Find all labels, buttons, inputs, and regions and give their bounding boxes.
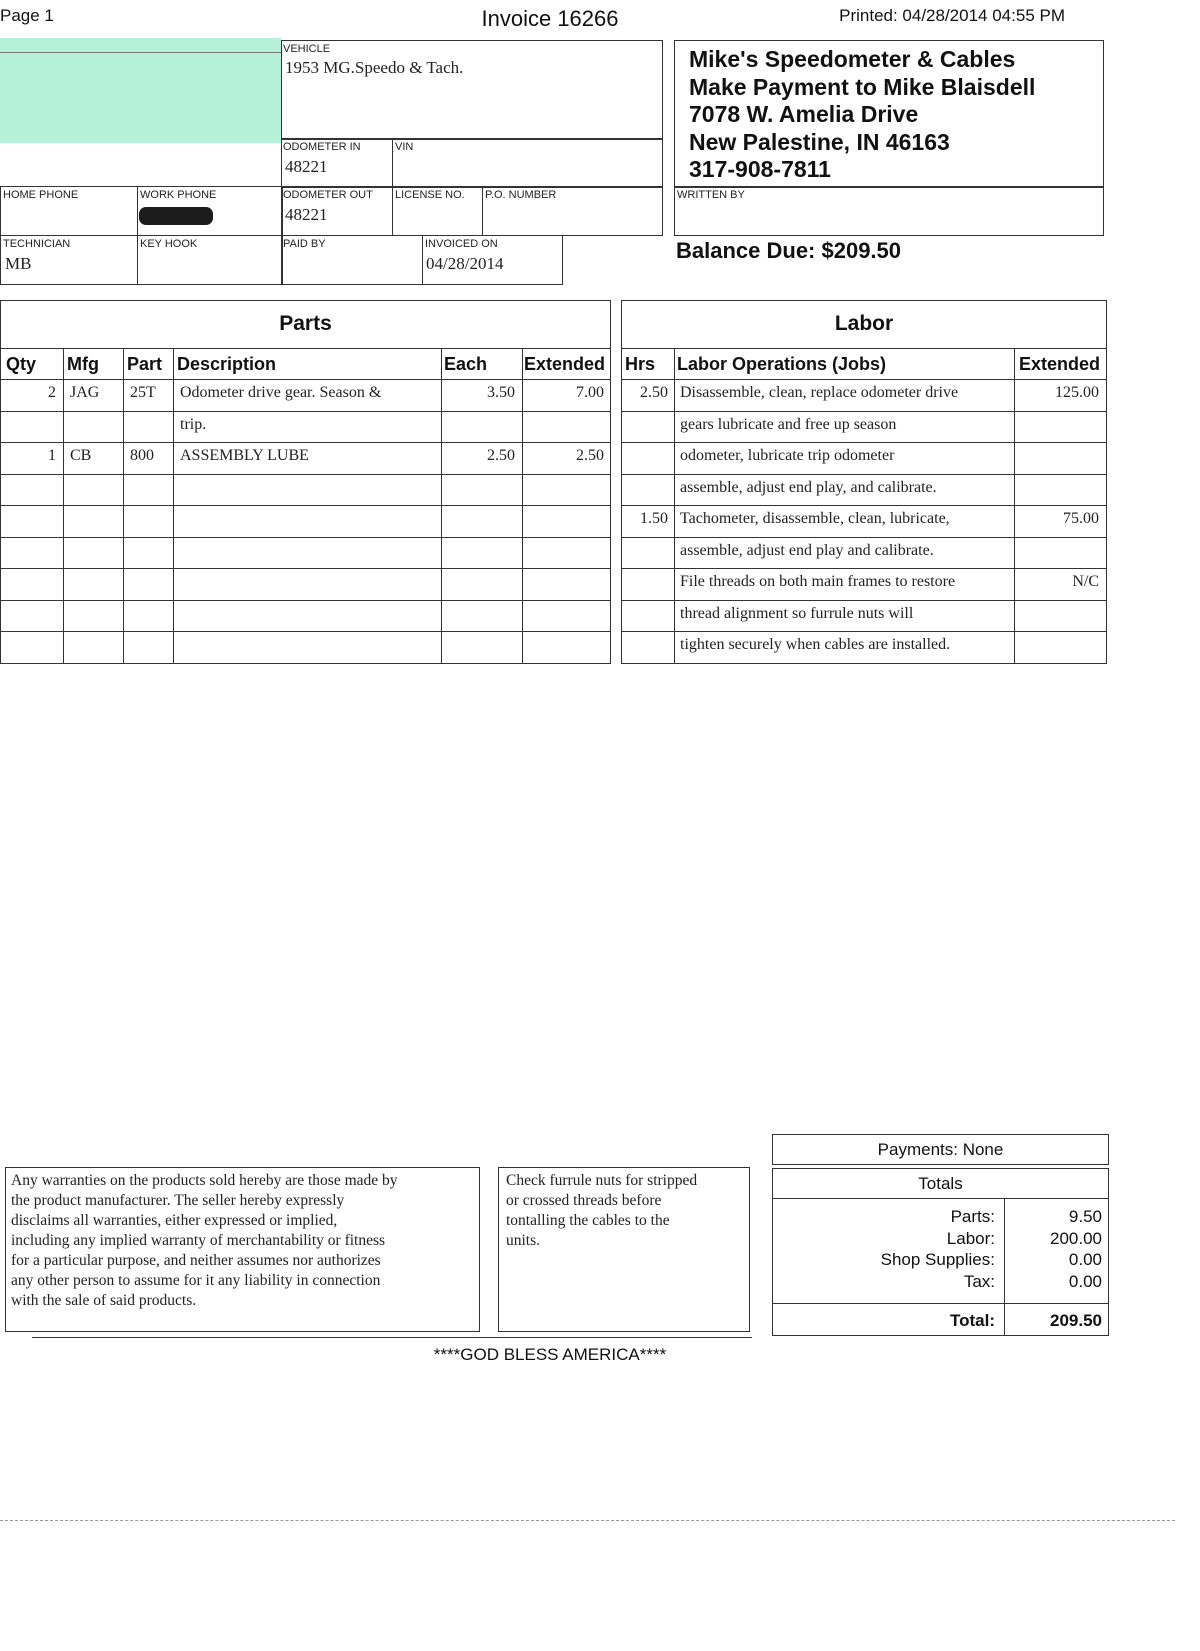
vehicle-cell xyxy=(281,40,663,140)
work-phone-cell xyxy=(137,186,283,236)
vehicle-label: VEHICLE xyxy=(283,43,331,55)
written-by-cell xyxy=(674,186,1104,236)
payments-status: Payments: None xyxy=(877,1140,1004,1159)
labor-header-hrs: Hrs xyxy=(625,354,656,374)
technician-cell xyxy=(0,235,138,285)
totals-tax-label: Tax: xyxy=(963,1271,995,1291)
totals-labor-label: Labor: xyxy=(946,1228,995,1248)
labor-cell-hrs: 1.50 xyxy=(640,510,668,527)
labor-header-operations: Labor Operations (Jobs) xyxy=(677,354,887,374)
shop-info-box xyxy=(674,40,1104,188)
technician-value: MB xyxy=(5,254,32,273)
parts-header-part: Part xyxy=(127,354,163,374)
labor-cell-operation: Tachometer, disassemble, clean, lubricate, xyxy=(680,510,950,527)
shop-city: New Palestine, IN 46163 xyxy=(689,128,950,155)
warranty-line: the product manufacturer. The seller hereby expressly xyxy=(11,1192,345,1209)
note-line: tontalling the cables to the xyxy=(506,1212,670,1229)
work-phone-label: WORK PHONE xyxy=(140,189,217,201)
parts-cell-qty: 1 xyxy=(48,447,56,464)
odometer-out-cell xyxy=(281,186,393,236)
vin-cell xyxy=(392,138,663,188)
vin-label: VIN xyxy=(395,141,414,153)
shop-name: Mike's Speedometer & Cables xyxy=(689,46,1016,72)
po-number-cell xyxy=(482,186,663,236)
totals-total-value: 209.50 xyxy=(1050,1311,1102,1330)
totals-labor-value: 200.00 xyxy=(1050,1228,1102,1248)
printed-timestamp: Printed: 04/28/2014 04:55 PM xyxy=(839,6,1065,25)
note-line: Check furrule nuts for stripped xyxy=(506,1172,698,1189)
totals-parts-value: 9.50 xyxy=(1068,1207,1102,1226)
parts-cell-description: trip. xyxy=(180,415,207,433)
parts-cell-part: 800 xyxy=(130,447,154,464)
note-box xyxy=(498,1167,750,1332)
page-tear-line xyxy=(0,1520,1175,1521)
key-hook-label: KEY HOOK xyxy=(140,238,198,250)
parts-header-each: Each xyxy=(444,354,488,374)
warranty-line: for a particular purpose, and neither assumes nor authorizes xyxy=(11,1252,381,1269)
payments-box xyxy=(772,1134,1109,1165)
odometer-out-label: ODOMETER OUT xyxy=(283,189,373,201)
parts-cell-each: 3.50 xyxy=(487,384,515,401)
warranty-line: any other person to assume for it any liability in connection xyxy=(11,1272,381,1289)
parts-header-extended: Extended xyxy=(524,354,606,374)
warranty-line: including any implied warranty of merchantability or fitness xyxy=(11,1232,386,1249)
parts-header-description: Description xyxy=(177,354,277,374)
balance-due: Balance Due: $209.50 xyxy=(676,238,902,263)
warranty-line: disclaims all warranties, either expressed or implied, xyxy=(11,1212,338,1229)
odometer-out-value: 48221 xyxy=(285,205,328,224)
totals-total-label: Total: xyxy=(949,1311,995,1330)
parts-cell-each: 2.50 xyxy=(487,447,515,464)
shop-payee: Make Payment to Mike Blaisdell xyxy=(689,73,1036,100)
totals-tax-value: 0.00 xyxy=(1068,1271,1102,1291)
parts-cell-description: ASSEMBLY LUBE xyxy=(180,447,309,464)
labor-cell-operation: odometer, lubricate trip odometer xyxy=(680,447,895,464)
note-line: or crossed threads before xyxy=(506,1192,662,1209)
warranty-text xyxy=(11,1171,398,1311)
parts-cell-part: 25T xyxy=(130,384,156,401)
parts-cell-extended: 2.50 xyxy=(576,447,604,464)
footer-slogan: ****GOD BLESS AMERICA**** xyxy=(433,1345,667,1364)
parts-cell-mfg: JAG xyxy=(70,384,100,401)
labor-cell-extended: N/C xyxy=(1072,573,1099,590)
parts-cell-qty: 2 xyxy=(48,384,56,401)
redacted-work-phone xyxy=(139,207,213,225)
parts-cell-description: Odometer drive gear. Season & xyxy=(180,384,382,401)
labor-header-extended: Extended xyxy=(1019,354,1101,374)
labor-cell-extended: 75.00 xyxy=(1063,510,1099,527)
key-hook-cell xyxy=(137,235,283,285)
warranty-line: Any warranties on the products sold hereby are those made by xyxy=(11,1172,398,1189)
parts-cell-extended: 7.00 xyxy=(576,384,604,401)
vehicle-value: 1953 MG.Speedo & Tach. xyxy=(285,58,464,77)
labor-cell-extended: 125.00 xyxy=(1055,384,1099,401)
parts-header-qty: Qty xyxy=(6,354,37,374)
parts-header-mfg: Mfg xyxy=(67,354,99,374)
po-number-label: P.O. NUMBER xyxy=(485,189,557,201)
labor-cell-operation: assemble, adjust end play and calibrate. xyxy=(680,541,934,559)
redacted-customer-area xyxy=(0,38,281,143)
totals-parts-label: Parts: xyxy=(950,1207,995,1226)
page-number: Page 1 xyxy=(0,6,54,25)
labor-cell-hrs: 2.50 xyxy=(640,384,668,401)
written-by-label: WRITTEN BY xyxy=(677,189,745,201)
labor-cell-operation: assemble, adjust end play, and calibrate. xyxy=(680,478,937,496)
labor-cell-operation: gears lubricate and free up season xyxy=(680,415,897,433)
shop-street: 7078 W. Amelia Drive xyxy=(689,101,919,127)
labor-cell-operation: File threads on both main frames to restore xyxy=(680,573,956,590)
note-text xyxy=(506,1171,697,1251)
labor-cell-operation: tighten securely when cables are installed. xyxy=(680,636,951,653)
labor-cell-operation: thread alignment so furrule nuts will xyxy=(680,604,914,622)
paid-by-cell xyxy=(281,235,423,285)
totals-title: Totals xyxy=(918,1174,963,1193)
labor-title: Labor xyxy=(834,312,894,335)
odometer-in-value: 48221 xyxy=(285,157,328,176)
license-label: LICENSE NO. xyxy=(395,189,465,201)
home-phone-cell xyxy=(0,186,138,236)
labor-cell-operation: Disassemble, clean, replace odometer drive xyxy=(680,384,959,401)
odometer-in-label: ODOMETER IN xyxy=(283,141,361,153)
paid-by-label: PAID BY xyxy=(283,238,326,250)
shop-phone: 317-908-7811 xyxy=(689,156,831,182)
parts-cell-mfg: CB xyxy=(70,447,92,464)
invoiced-on-cell xyxy=(422,235,563,285)
invoiced-on-value: 04/28/2014 xyxy=(426,254,504,273)
warranty-line: with the sale of said products. xyxy=(11,1292,197,1309)
parts-title: Parts xyxy=(279,312,332,335)
note-line: units. xyxy=(506,1232,541,1249)
home-phone-label: HOME PHONE xyxy=(3,189,79,201)
odometer-in-cell xyxy=(281,138,393,188)
technician-label: TECHNICIAN xyxy=(3,238,71,250)
license-cell xyxy=(392,186,483,236)
invoiced-on-label: INVOICED ON xyxy=(425,238,498,250)
warranty-box xyxy=(5,1167,480,1332)
totals-shop-supplies-value: 0.00 xyxy=(1068,1250,1102,1269)
invoice-title: Invoice 16266 xyxy=(481,6,619,31)
totals-shop-supplies-label: Shop Supplies: xyxy=(880,1250,995,1269)
